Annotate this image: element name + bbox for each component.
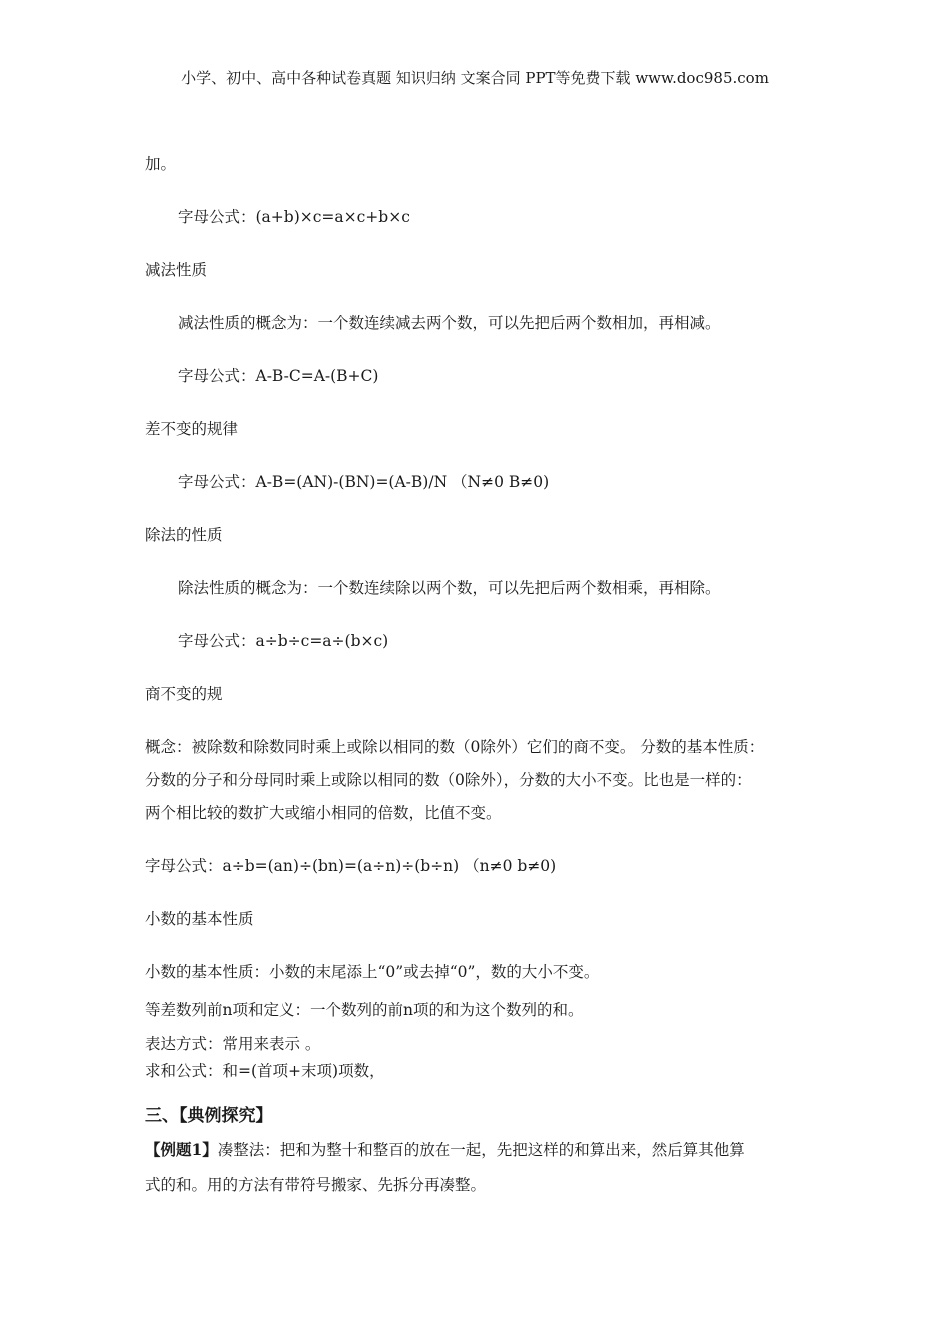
decimal-property-text: 小数的基本性质：小数的末尾添上“0”或去掉“0”，数的大小不变。 (145, 963, 600, 981)
difference-formula: 字母公式：A-B=(AN)-(BN)=(A-B)/N （N≠0 B≠0) (178, 473, 550, 491)
heading-difference-rule: 差不变的规律 (145, 420, 239, 438)
sum-formula: 求和公式：和=(首项+末项)项数， (145, 1062, 385, 1080)
division-formula: 字母公式：a÷b÷c=a÷(b×c) (178, 632, 389, 650)
subtraction-formula: 字母公式：A-B-C=A-(B+C) (178, 367, 379, 385)
heading-division-property: 除法的性质 (145, 526, 223, 544)
quotient-concept-line-1: 概念：被除数和除数同时乘上或除以相同的数（0除外）它们的商不变。 分数的基本性质： (145, 738, 765, 756)
example-1-label: 【例题1】 (145, 1140, 218, 1159)
heading-decimal-property: 小数的基本性质 (145, 910, 254, 928)
example-1-text: 凑整法：把和为整十和整百的放在一起，先把这样的和算出来，然后算其他算 (217, 1141, 745, 1159)
expression-method: 表达方式：常用来表示 。 (145, 1035, 321, 1053)
subtraction-concept: 减法性质的概念为：一个数连续减去两个数，可以先把后两个数相加，再相减。 (178, 314, 721, 332)
continuation-text: 加。 (145, 155, 177, 173)
heading-subtraction-property: 减法性质 (145, 261, 208, 279)
distributive-formula: 字母公式：(a+b)×c=a×c+b×c (178, 208, 410, 226)
division-concept: 除法性质的概念为：一个数连续除以两个数，可以先把后两个数相乘，再相除。 (178, 579, 721, 597)
heading-quotient-rule: 商不变的规 (145, 685, 223, 703)
quotient-concept-line-3: 两个相比较的数扩大或缩小相同的倍数，比值不变。 (145, 804, 502, 822)
arithmetic-sum-definition: 等差数列前n项和定义：一个数列的前n项的和为这个数列的和。 (145, 1001, 584, 1019)
page-header: 小学、初中、高中各种试卷真题 知识归纳 文案合同 PPT等免费下载 www.doc985.com (181, 69, 769, 87)
example-1-line-2: 式的和。用的方法有带符号搬家、先拆分再凑整。 (145, 1176, 487, 1194)
quotient-formula: 字母公式：a÷b=(an)÷(bn)=(a÷n)÷(b÷n) （n≠0 b≠0) (145, 857, 557, 875)
section-three-title: 三、【典例探究】 (145, 1106, 273, 1126)
example-1-line-1 (145, 1140, 745, 1160)
quotient-concept-line-2: 分数的分子和分母同时乘上或除以相同的数（0除外），分数的大小不变。比也是一样的： (145, 771, 752, 789)
